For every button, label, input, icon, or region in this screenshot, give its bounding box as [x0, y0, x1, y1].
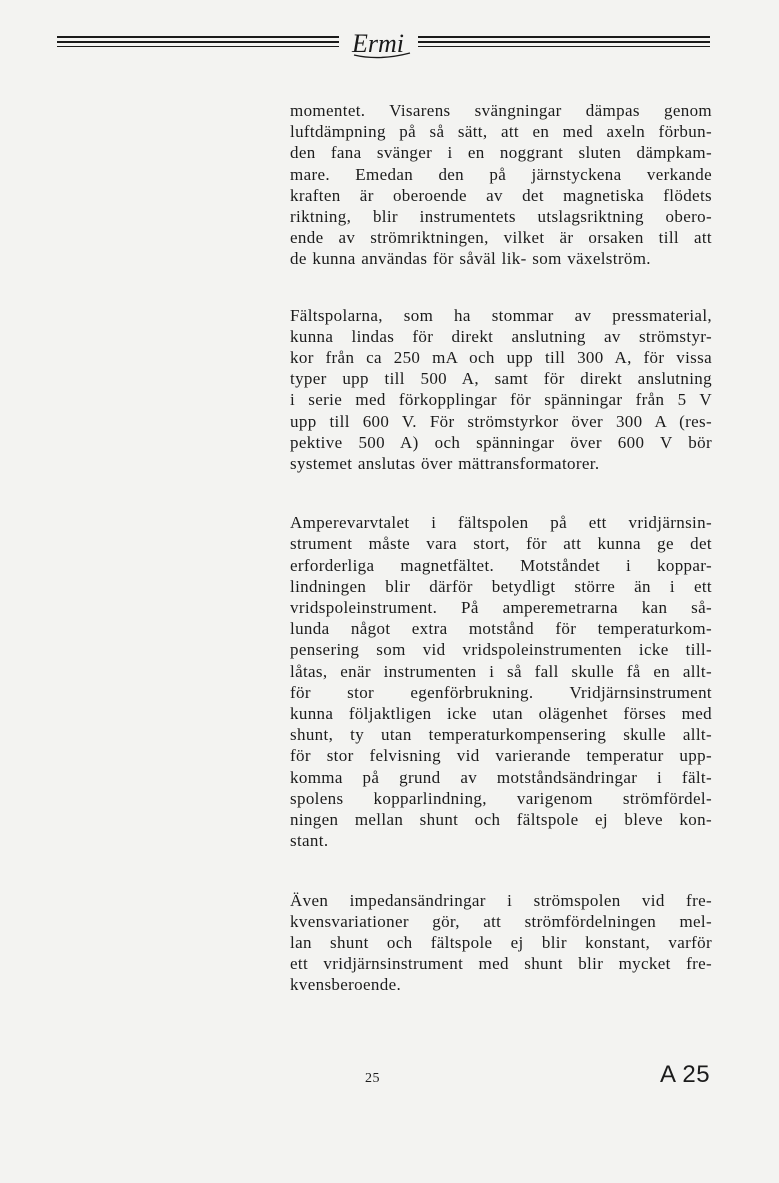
text-line: momentet. Visarens svängningar dämpas genom — [290, 101, 712, 120]
text-line: kunna följaktligen icke utan olägenhet förses med — [290, 704, 712, 724]
text-line: strument måste vara stort, för att kunna ge det — [290, 534, 712, 554]
logo-lettering: Ermi — [352, 29, 404, 58]
text-line: spolens kopparlindning, varigenom strömfördel- — [290, 788, 712, 808]
text-line: låtas, enär instrumenten i så fall skulle få en allt- — [290, 661, 712, 681]
text-line: kvensvariationer gör, att strömfördelningen mel- — [290, 911, 712, 931]
text-line: ningen mellan shunt och fältspole ej bleve kon- — [290, 810, 712, 830]
text-line: ett vridjärnsinstrument med shunt blir mycket fre- — [290, 954, 712, 974]
text-line: Även impedansändringar i strömspolen vid fre- — [290, 890, 712, 910]
text-line: ende av strömriktningen, vilket är orsaken till att — [290, 228, 712, 248]
text-line: systemet anslutas över mättransformatorer. — [290, 454, 600, 474]
text-line: Fältspolarna, som ha stommar av pressmaterial, — [290, 305, 712, 325]
text-line: riktning, blir instrumentets utslagsriktning obero- — [290, 207, 712, 227]
text-line: i serie med förkopplingar för spänningar från 5 V — [290, 390, 712, 410]
header-rule-left — [57, 36, 339, 48]
paragraph-1 — [290, 100, 712, 270]
text-line: Amperevarvtalet i fältspolen på ett vridjärnsin- — [290, 513, 712, 533]
text-line: stant. — [290, 831, 329, 851]
paragraph-2 — [290, 305, 712, 475]
page-code: A 25 — [660, 1061, 711, 1088]
text-line: lindningen blir därför betydligt större än i ett — [290, 576, 712, 596]
text-line: kor från ca 250 mA och upp till 300 A, för vissa — [290, 348, 712, 368]
text-line: upp till 600 V. För strömstyrkor över 300 A (res- — [290, 411, 712, 431]
text-line: kvensberoende. — [290, 975, 402, 995]
text-line: vridspoleinstrument. På amperemetrarna kan så- — [290, 598, 712, 618]
text-line: kraften är oberoende av det magnetiska flödets — [290, 185, 712, 205]
text-line: komma på grund av motståndsändringar i fält- — [290, 767, 712, 787]
text-line: typer upp till 500 A, samt för direkt anslutning — [290, 369, 712, 389]
paragraph-4 — [290, 890, 712, 996]
text-line: pensering som vid vridspoleinstrumenten icke till- — [290, 640, 712, 660]
text-line: luftdämpning på så sätt, att en med axeln förbun- — [290, 122, 712, 142]
body-text-column — [290, 100, 712, 996]
header-rule-right — [418, 36, 710, 48]
text-line: mare. Emedan den på järnstyckena verkande — [290, 164, 712, 184]
text-line: shunt, ty utan temperaturkompensering skulle allt- — [290, 725, 712, 745]
text-line: lunda något extra motstånd för temperaturkom- — [290, 619, 712, 639]
text-line: pektive 500 A) och spänningar över 600 V bör — [290, 432, 712, 452]
text-line: den fana svänger i en noggrant sluten dämpkam- — [290, 143, 712, 163]
text-line: lan shunt och fältspole ej blir konstant, varför — [290, 932, 712, 952]
text-line: erforderliga magnetfältet. Motståndet i koppar- — [290, 555, 712, 575]
text-line: för stor felvisning vid varierande temperatur upp- — [290, 746, 712, 766]
ermi-logo — [346, 22, 416, 62]
text-line: de kunna användas för såväl lik- som växelström. — [290, 249, 651, 269]
text-line: kunna lindas för direkt anslutning av strömstyr- — [290, 326, 712, 346]
text-line: för stor egenförbrukning. Vridjärnsinstrument — [290, 682, 712, 702]
page-number: 25 — [365, 1071, 380, 1086]
ermi-logo-icon — [346, 22, 416, 62]
paragraph-3 — [290, 512, 712, 851]
